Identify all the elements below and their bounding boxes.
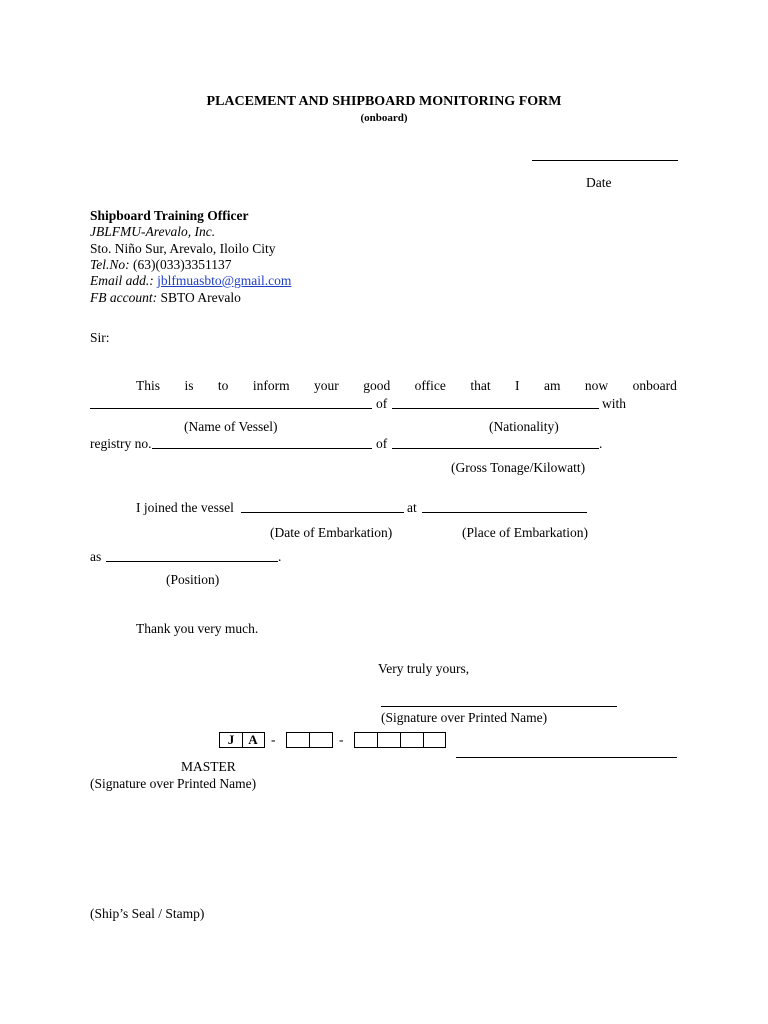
- code-box-divider: [400, 732, 401, 748]
- embark-date-label: (Date of Embarkation): [270, 525, 393, 540]
- closing-text: Very truly yours,: [378, 661, 470, 676]
- form-subtitle: (onboard): [360, 112, 408, 124]
- intro-word: that: [470, 378, 491, 393]
- embark-place-line[interactable]: [422, 512, 587, 513]
- intro-word: is: [184, 378, 194, 393]
- joined-text: I joined the vessel: [136, 500, 234, 515]
- code-dash: -: [339, 732, 344, 747]
- intro-line: [136, 378, 677, 394]
- cadet-signature-line[interactable]: [381, 706, 617, 707]
- gross-tonnage-line[interactable]: [392, 448, 599, 449]
- intro-word: office: [414, 378, 446, 393]
- intro-word: to: [217, 378, 229, 393]
- code-letter: J: [227, 732, 235, 747]
- intro-word: I: [515, 378, 520, 393]
- recipient-address: Sto. Niño Sur, Arevalo, Iloilo City: [90, 241, 276, 256]
- tel-label: Tel.No:: [90, 257, 130, 272]
- embark-date-line[interactable]: [241, 512, 404, 513]
- vessel-name-line[interactable]: [90, 408, 372, 409]
- intro-word: inform: [252, 378, 290, 393]
- email-link[interactable]: jblfmuasbto@gmail.com: [157, 273, 292, 288]
- thanks-text: Thank you very much.: [136, 621, 259, 636]
- as-period: .: [278, 549, 282, 564]
- recipient-fb: [90, 290, 241, 306]
- intro-word: am: [543, 378, 561, 393]
- registry-period: .: [599, 436, 603, 451]
- position-label: (Position): [166, 572, 220, 587]
- intro-word: This: [136, 378, 161, 393]
- recipient-tel: [90, 257, 232, 273]
- code-box-divider: [309, 732, 310, 748]
- of-text: of: [376, 396, 388, 411]
- embark-place-label: (Place of Embarkation): [462, 525, 588, 540]
- gross-tonnage-label: (Gross Tonage/Kilowatt): [451, 460, 586, 475]
- nationality-line[interactable]: [392, 408, 599, 409]
- recipient-heading: Shipboard Training Officer: [90, 208, 249, 223]
- master-label: MASTER: [181, 759, 236, 774]
- recipient-email: [90, 273, 291, 289]
- with-text: with: [602, 396, 627, 411]
- master-signature-label: (Signature over Printed Name): [90, 776, 257, 791]
- code-dash: -: [271, 732, 276, 747]
- form-title: PLACEMENT AND SHIPBOARD MONITORING FORM: [206, 94, 562, 109]
- master-signature-line[interactable]: [456, 757, 677, 758]
- intro-word: now: [584, 378, 609, 393]
- code-box-divider: [423, 732, 424, 748]
- as-text: as: [90, 549, 102, 564]
- fb-value: SBTO Arevalo: [160, 290, 241, 305]
- intro-word: your: [314, 378, 339, 393]
- salutation: Sir:: [90, 330, 110, 345]
- date-line[interactable]: [532, 160, 678, 161]
- fb-label: FB account:: [90, 290, 158, 305]
- code-letter: A: [248, 732, 258, 747]
- cadet-signature-label: (Signature over Printed Name): [381, 710, 548, 725]
- email-label: Email add.:: [90, 273, 154, 288]
- intro-word: onboard: [632, 378, 677, 393]
- intro-word: good: [363, 378, 391, 393]
- registry-number-line[interactable]: [152, 448, 372, 449]
- at-text: at: [407, 500, 417, 515]
- nationality-label: (Nationality): [489, 419, 559, 434]
- of-text: of: [376, 436, 388, 451]
- code-box-divider: [377, 732, 378, 748]
- recipient-org: JBLFMU-Arevalo, Inc.: [90, 224, 216, 239]
- ship-seal-label: (Ship’s Seal / Stamp): [90, 906, 205, 921]
- date-label: Date: [586, 175, 612, 190]
- registry-text: registry no.: [90, 436, 152, 451]
- tel-value: (63)(033)3351137: [133, 257, 232, 272]
- vessel-name-label: (Name of Vessel): [184, 419, 278, 434]
- position-line[interactable]: [106, 561, 278, 562]
